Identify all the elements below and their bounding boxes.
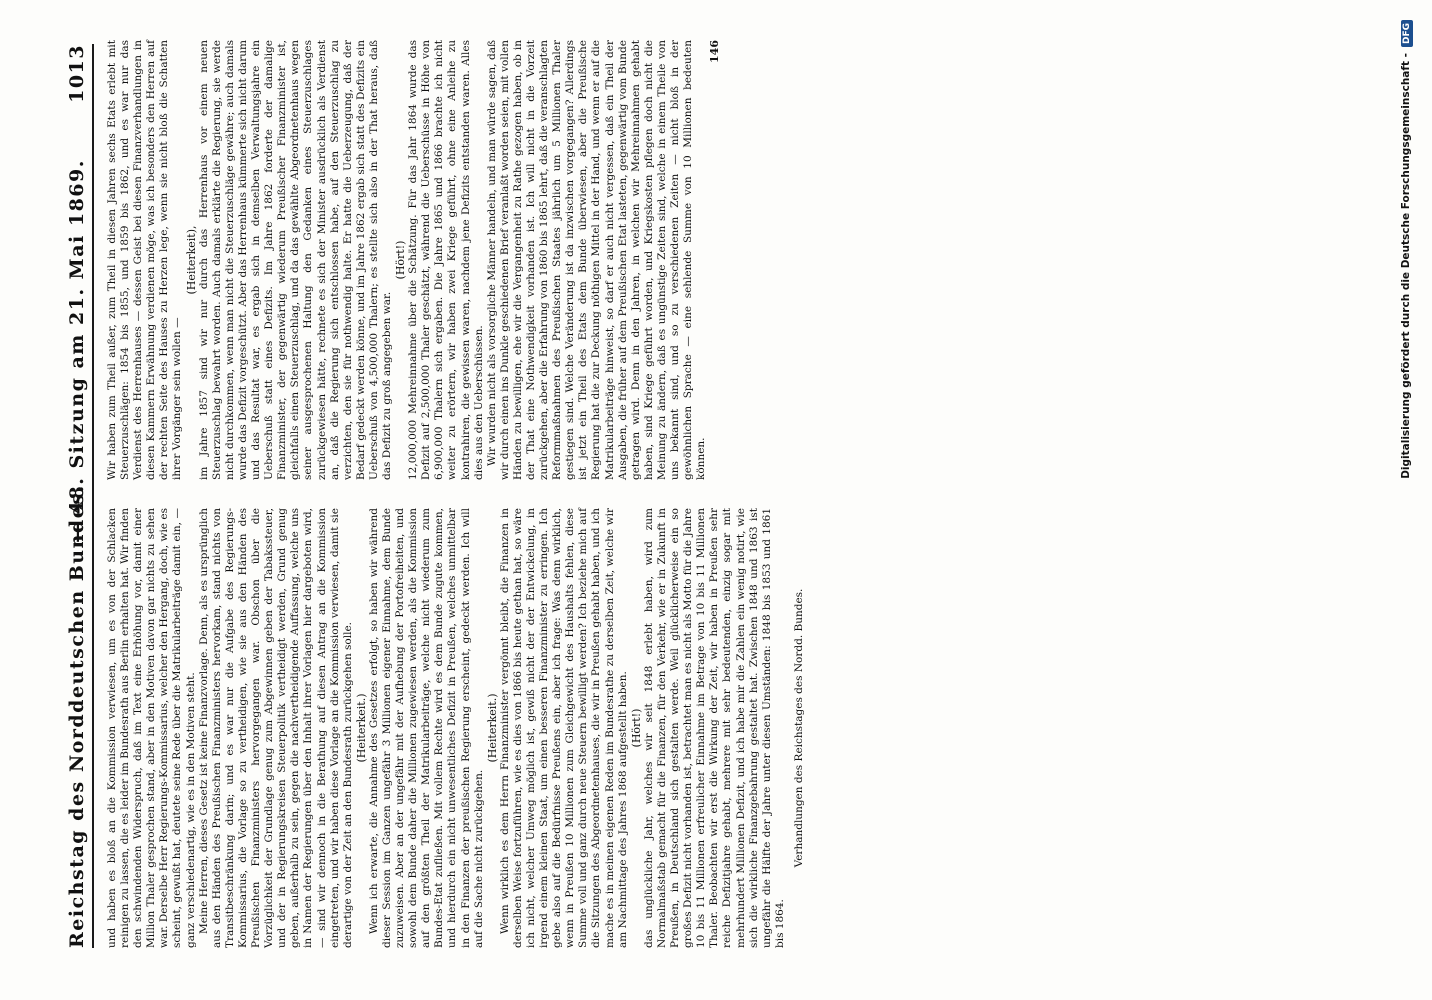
page-footer: Verhandlungen des Reichstages des Nordd. Bundes. xyxy=(792,588,805,868)
paragraph: Wenn wirklich es dem Herrn Finanzminister vergönnt bleibt, die Finanzen in derselben Weise fortzuführen, wie es dies von 1866 bis heute gethan hat, so wäre ich nicht, welcher Umweg möglich ist, gewiß nicht der der Entwickelung, in irgend einem kleinen Staat, um einen besseren Finanzminister zu erringen. Ich gebe also auf die Bedürfnisse Preußens ein, aber ich frage: Was denn wirklich, wenn in Preußen 10 Millionen zum Gleichgewicht des Haushalts fehlen, diese Summe voll und ganz durch neue Steuern bewilligt werden? Ich beziehe mich auf die Sitzungen des Abgeordnetenhauses, die wir in Preußen gehabt haben, und ich mache es in meinen eigenen Reden im Bundesrathe zu derselben Zeit, welche wir am Nachmittage des Jahres 1868 aufgestellt haben. xyxy=(498,508,629,948)
running-head-right-title xyxy=(66,44,88,543)
paragraph: im Jahre 1857 sind wir nur durch das Herrenhaus vor einem neuen Steuerzuschlag bewahrt worden. Auch damals erklärte die Regierung, sie werde nicht durchkommen, wenn man nicht die Steuerzuschläge gewähre; auch damals wurde das Defizit vorgeschützt. Aber das Herrenhaus kümmerte sich nicht darum und das Resultat war, es ergab sich in demselben Verwaltungsjahre ein Ueberschuß statt eines Defizits. Im Jahre 1862 forderte der damalige Finanzminister, der gegenwärtig wiederum Preußischer Finanzminister ist, gleichfalls einen Steuerzuschlag, und da das gewählte Abgeordnetenhaus wegen seiner ausgesprochenen Haltung den Gedanken eines Steuerzuschlages zurückgewiesen hätte, rechnete es sich der Minister ausdrücklich als Verdienst an, daß die Regierung sich entschlossen habe, auf den Steuerzuschlag zu verzichten, den sie für nothwendig halte. Er hatte die Ueberzeugung, daß der Bedarf gedeckt werden könne, und im Jahre 1862 ergab sich statt des Defizits ein Ueberschuß von 4,500,000 Thalern; es stellte sich also in der That heraus, daß das Defizit zu groß angegeben war. xyxy=(197,40,393,480)
running-head xyxy=(62,44,94,948)
paragraph: Wenn ich erwarte, die Annahme des Gesetzes erfolgt, so haben wir während dieser Session im Ganzen ungefähr 3 Millionen eigener Einnahme, dem Bunde zuzuweisen. Aber an der ungefähr mit der Aufhebung der Portofreiheiten, und sowohl dem Bunde daher die Millionen zugewiesen werden, als die Kommission auf den größten Theil der Matrikularbeiträge, welche nicht wiederum zum Bundes-Etat zufließen. Mit vollem Rechte wird es dem Bunde zugute kommen, und hierdurch ein nicht unwesentliches Defizit in Preußen, welches unmittelbar in den Finanzen der preußischen Regierung erscheint, gedeckt werden. Ich will auf die Sache nicht zurückgehen. xyxy=(367,508,485,948)
paragraph: Wir wurden nicht als vorsorgliche Männer handeln, und man würde sagen, daß wir durch einen ins Dunkle geschiedenen Brief veranlaßt worden seien, mit vollen Händen zu bewilligen, ehe wir die Vergangenheit zu Rathe gezogen haben, ob in der That eine Nothwendigkeit vorhanden ist. Ich will nicht in die Vorzeit zurückgehen, aber die Erfahrung von 1860 bis 1865 lehrt, daß die veranschlagten Reformmaßnahmen des Preußischen Staates jährlich um 5 Millionen Thaler gestiegen sind. Welche Veränderung ist da inzwischen vorgegangen? Allerdings ist jetzt ein Theil des Etats dem Bunde überwiesen, aber die Preußische Regierung hat die zur Deckung nöthigen Mittel in der Hand, und wenn er auf die Matrikularbeiträge hinweist, so darf er auch nicht vergessen, daß ein Theil der Ausgaben, die früher auf dem Preußischen Etat lasteten, gegenwärtig vom Bunde getragen wird. Denn in den Jahren, in welchen wir Mehreinnahmen gehabt haben, sind Kriege geführt worden, und Kriegskosten pflegen doch nicht die Meinung zu ändern, daß es ungünstige Zeiten sind, welche in einem Theile von uns bekannt sind, und so zu verschiedenen Zeiten — nicht bloß in der gewöhnlichen Sprache — eine sehlende Summe von 10 Millionen bedeuten können. xyxy=(485,40,708,480)
running-head-left-title: Reichstag des Norddeutschen Bundes. xyxy=(66,484,88,948)
interjection: (Heiterkeit.) xyxy=(354,693,368,763)
paragraph: Wir haben zum Theil außer, zum Theil in diesen Jahren sechs Etats erlebt mit Steuerzuschlägen: 1854 bis 1855, und 1859 bis 1862, und es war nur das Verdienst des Herrenhauses — dessen Geist bei diesen Finanzverhandlungen in diesen Kammern Erwähnung verdienen möge, was ich besonders den Herren auf der rechten Seite des Hauses zu Herzen lege, wenn sie nicht bloß die Schatten ihrer Vorgänger sein wollen — xyxy=(106,40,184,480)
interjection: (Heiterkeit.) xyxy=(485,693,499,763)
paragraph: und haben es bloß an die Kommission verwiesen, um es von der Schlacken reinigen zu lassen, die es leider im Bundesrath aus Berlin erhalten hat. Wir finden den schwindenden Widerspruch, daß im Text eine Erhöhung vor, damit einer Million Thaler gesprochen stand, aber in den Motiven davon gar nichts zu sehen war. Derselbe Herr Regierungs-Kommissarius, welcher den Hergang, doch, wie es scheint, gewußt hat, deutete seine Rede über die Matrikularbeiträge damit ein, — ganz verschiedenartig, wie es in den Motiven steht. xyxy=(106,508,197,948)
paragraph: Meine Herren, dieses Gesetz ist keine Finanzvorlage. Denn, als es ursprünglich aus den Händen des Preußischen Finanzministers hervorkam, stand nichts von Transitbeschränkung darin; und es war nur die Aufgabe des Regierungs-Kommissarius, die Vorlage so zu vertheidigen, wie sie aus den Händen des Preußischen Finanzministers hervorgegangen war. Obschon über die Vorzüglichkeit der Grundlage genug zum Abgewinnen geben der Tabakssteuer, und der in Regierungskreisen Steuerpolitik vertheidigt werden, Grund genug geben, außerhalb zu sein, gegen die nachvertheidigende Auffassung, welche uns in Namen der Regierungen über den Inhalt ihrer Vorlagen hier dargeboten wird, — sind wir dennoch in die Berathung auf diesen Antrag an die Kommission eingetreten, und wir haben diese Vorlage an die Kommission verwiesen, damit sie derartige von der Zeit an den Bundesrath zurückgehen solle. xyxy=(197,508,354,948)
interjection: (Hört!) xyxy=(394,240,408,280)
paragraph: das unglückliche Jahr, welches wir seit 1848 erlebt haben, wird zum Normalmaßstab gemacht für die Finanzen, für den Verkehr, wie er in Zukunft in Preußen, in Deutschland sich gestalten werde. Weil glücklicherweise ein so großes Defizit nicht vorhanden ist, betrachtet man es nicht als Motto für die Jahre 10 bis 11 Millionen erfreulicher Einnahme im Betrage von 10 bis 11 Millionen Thaler. Beobachten wir erst die Wirkung der Zeit, wir haben in Preußen sehr reiche Defizitjahre gehabt, mehrere mit sehr bedeutenden, einzig sogar mit mehrhundert Millionen Defizit, und ich habe mir die Zahlen ein wenig notirt, wie sich die wirkliche Finanzgebahrung gestaltet hat. Zwischen 1848 und 1863 ist ungefähr die Hälfte der Jahre unter diesen Umständen: 1848 bis 1853 und 1861 bis 1864. xyxy=(642,508,786,948)
paragraph: 12,000,000 Mehreinnahme über die Schätzung. Für das Jahr 1864 wurde das Defizit auf 2,500,000 Thaler geschätzt, während die Ueberschüsse in Höhe von 6,900,000 Thalern sich ergaben. Die Jahre 1865 und 1866 brachte ich nicht weiter zu erörtern, wir haben zwei Kriege geführt, ohne eine Anleihe zu kontrahiren, die gewissen waren, nachdem jene Defizits entstanden waren. Alles dies aus den Ueberschüssen. xyxy=(407,40,485,480)
left-text-column xyxy=(106,508,806,948)
signature-mark: 146 xyxy=(708,40,722,63)
page-number: 1013 xyxy=(66,44,88,103)
session-title: — 48. Sitzung am 21. Mai 1869. xyxy=(66,159,88,543)
interjection: (Hört!) xyxy=(629,708,643,748)
interjection: (Heiterkeit), xyxy=(184,225,198,295)
digitization-credit xyxy=(1400,20,1420,980)
right-text-column xyxy=(106,40,721,480)
digitization-credit-text: Digitalisierung gefördert durch die Deutsche Forschungsgemeinschaft - xyxy=(1400,53,1412,479)
dfg-logo-badge: DFG xyxy=(1401,20,1413,47)
